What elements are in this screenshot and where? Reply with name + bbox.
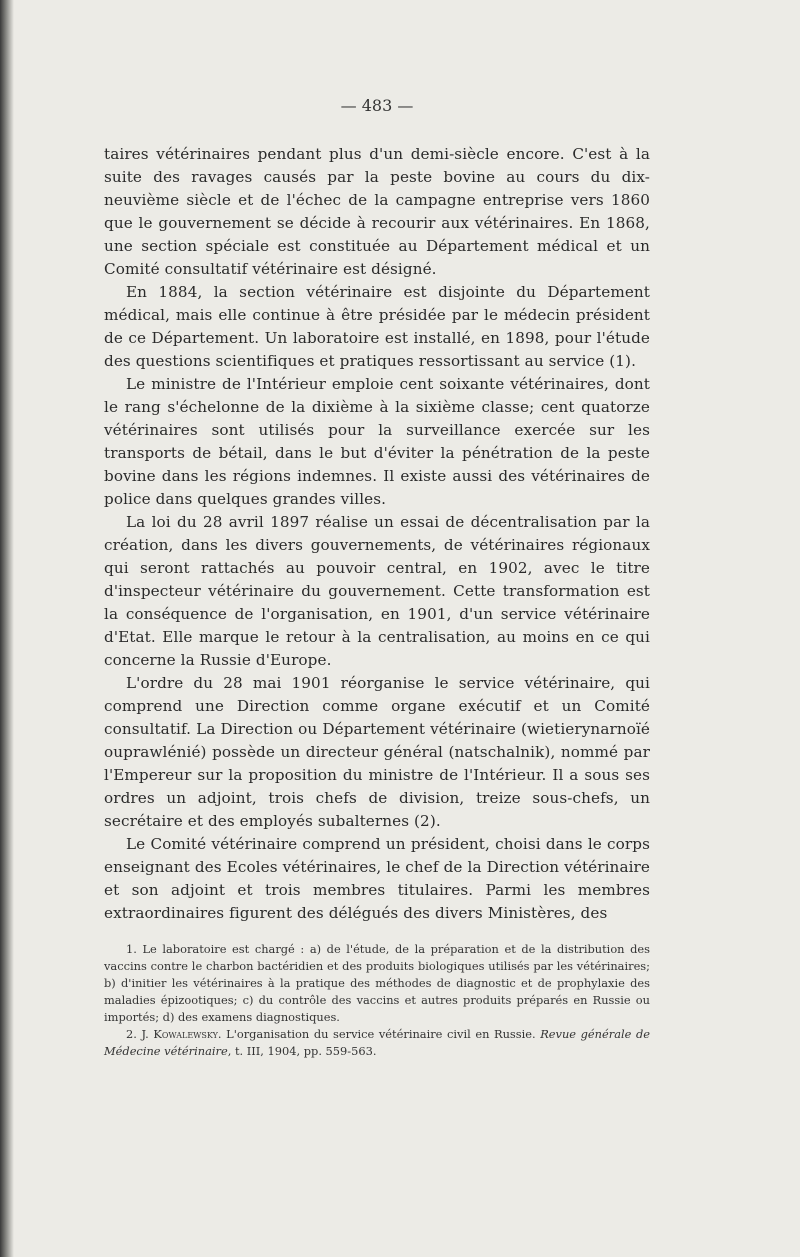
body-text (104, 143, 650, 925)
paragraph-6: Le Comité vétérinaire comprend un président, choisi dans le corps enseignant des Ecoles vétérinaires, le chef de la Direction vétérinaire et son adjoint et trois membres titulaires. Parmi les membres extraordinaires figurent des délégués des divers Ministères, des (104, 835, 650, 922)
paragraph-2: En 1884, la section vétérinaire est disjointe du Département médical, mais elle continue à être présidée par le médecin président de ce Département. Un laboratoire est installé, en 1898, pour l'étude des questions scientifiques et pratiques ressortissant au service (1). (104, 283, 650, 370)
footnote-2 (104, 1026, 650, 1060)
footnote-2-ref: , t. III, 1904, pp. 559-563. (227, 1044, 377, 1058)
footnote-1: 1. Le laboratoire est chargé : a) de l'étude, de la préparation et de la distribution des vaccins contre le charbon bactéridien et des produits biologiques utilisés par les vétérinaires; b) d'initier les vétérinaires à la pratique des méthodes de diagnostic et de prophylaxie des maladies épizootiques; c) du contrôle des vaccins et autres produits préparés en Russie ou importés; d) des examens diagnostiques. (104, 942, 650, 1024)
footnote-2-author: 2. J. Kowalewsky. (126, 1027, 222, 1041)
paragraph-1: taires vétérinaires pendant plus d'un demi-siècle encore. C'est à la suite des ravages causés par la peste bovine au cours du dix-neuvième siècle et de l'échec de la campagne entreprise vers 1860 que le gouvernement se décide à recourir aux vétérinaires. En 1868, une section spéciale est constituée au Département médical et un Comité consultatif vétérinaire est désigné. (104, 145, 650, 278)
page-number: — 483 — (340, 96, 414, 115)
footnote-2-title: L'organisation du service vétérinaire civil en Russie. (226, 1027, 536, 1041)
footnotes (104, 941, 650, 1060)
footnote-2-journal: Revue générale de Médecine vétérinaire (104, 1027, 650, 1058)
paragraph-5: L'ordre du 28 mai 1901 réorganise le service vétérinaire, qui comprend une Direction comme organe exécutif et un Comité consultatif. La Direction ou Département vétérinaire (wietierynarnoïé ouprawlénié) possède un directeur général (natschalnik), nommé par l'Empereur sur la proposition du ministre de l'Intérieur. Il a sous ses ordres un adjoint, trois chefs de division, treize sous-chefs, un secrétaire et des employés subalternes (2). (104, 674, 650, 830)
page-edge-shadow (0, 0, 14, 1257)
document-page (104, 96, 650, 1060)
paragraph-3: Le ministre de l'Intérieur emploie cent soixante vétérinaires, dont le rang s'échelonne de la dixième à la sixième classe; cent quatorze vétérinaires sont utilisés pour la surveillance exercée sur les transports de bétail, dans le but d'éviter la pénétration de la peste bovine dans les régions indemnes. Il existe aussi des vétérinaires de police dans quelques grandes villes. (104, 375, 650, 508)
paragraph-4: La loi du 28 avril 1897 réalise un essai de décentralisation par la création, dans les divers gouvernements, de vétérinaires régionaux qui seront rattachés au pouvoir central, en 1902, avec le titre d'inspecteur vétérinaire du gouvernement. Cette transformation est la conséquence de l'organisation, en 1901, d'un service vétérinaire d'Etat. Elle marque le retour à la centralisation, au moins en ce qui concerne la Russie d'Europe. (104, 513, 650, 669)
